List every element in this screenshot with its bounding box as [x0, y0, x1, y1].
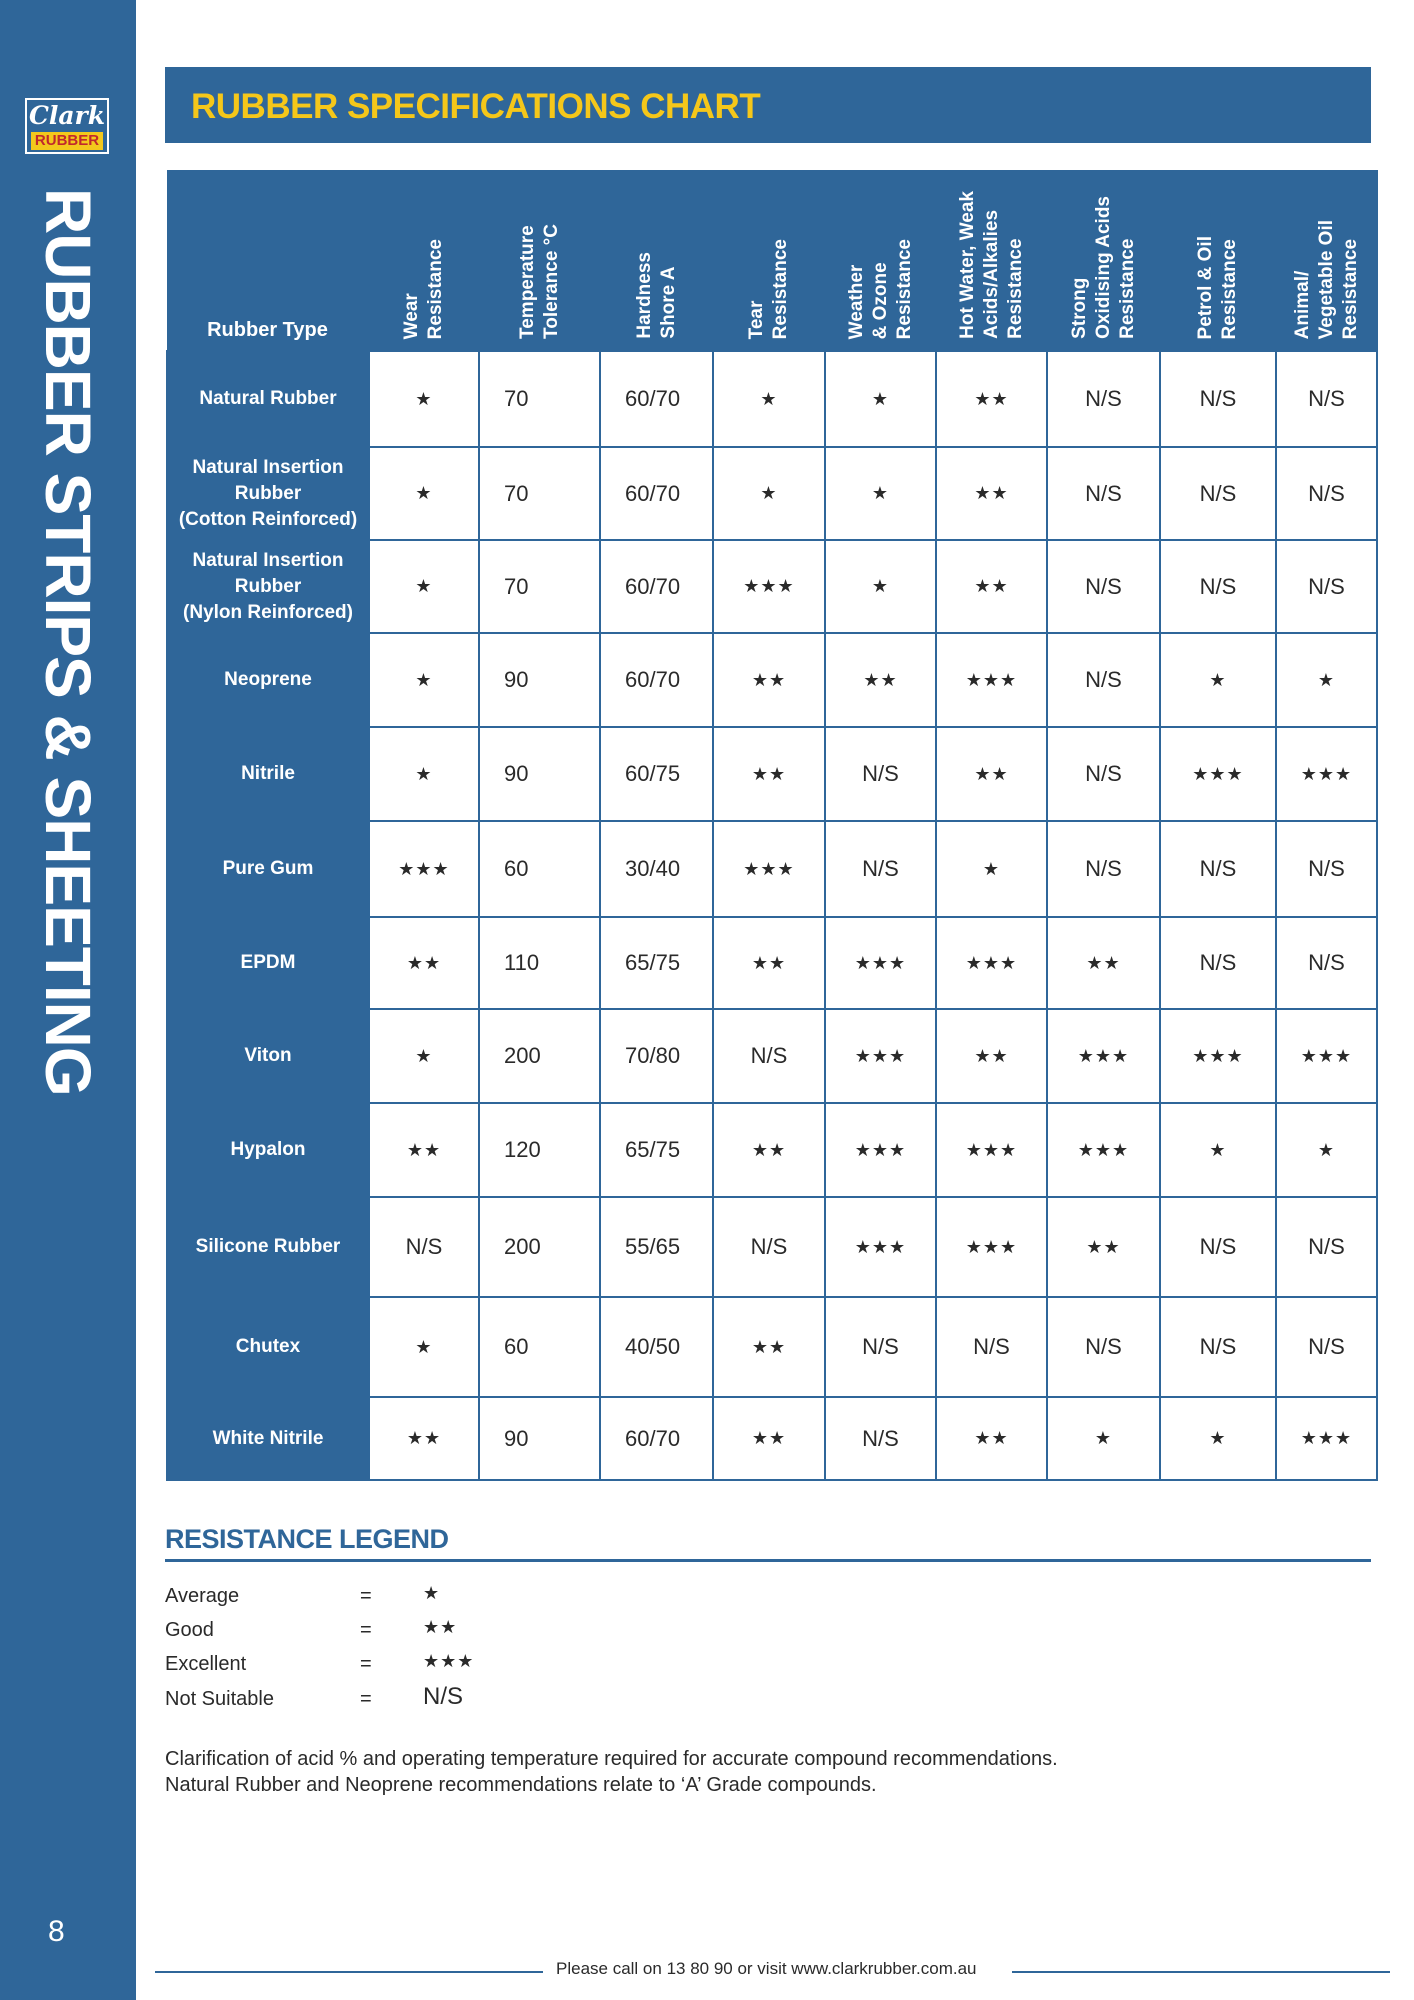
table-row-epdm — [167, 917, 1377, 1009]
rating-cell: N/S — [1047, 633, 1160, 727]
table-row-natural-insertion-nylon — [167, 540, 1377, 633]
rating-cell: ★★★ — [713, 821, 825, 917]
rating-cell: 65/75 — [600, 1103, 713, 1197]
rating-cell: ★★★ — [369, 821, 479, 917]
rating-cell: 40/50 — [600, 1297, 713, 1397]
rating-cell: N/S — [1160, 1297, 1276, 1397]
rating-cell: N/S — [1160, 351, 1276, 447]
rating-cell: ★★ — [825, 633, 936, 727]
rating-cell: ★ — [369, 633, 479, 727]
legend-label: Good — [165, 1619, 214, 1641]
column-header-hardness — [600, 171, 713, 351]
column-header-label: Wear Resistance — [401, 238, 446, 339]
rating-cell: N/S — [1047, 1297, 1160, 1397]
rating-cell: ★★★ — [713, 540, 825, 633]
rating-cell: N/S — [713, 1009, 825, 1103]
column-header-label: Weather & Ozone Resistance — [845, 238, 915, 339]
legend-label: Average — [165, 1585, 240, 1607]
note-acid-clarification: Clarification of acid % and operating temperature required for accurate compound recommendations. — [165, 1748, 1058, 1770]
rating-cell: 65/75 — [600, 917, 713, 1009]
rating-cell: N/S — [1276, 540, 1377, 633]
table-row-viton — [167, 1009, 1377, 1103]
rating-cell: N/S — [1160, 917, 1276, 1009]
rating-cell: ★★★ — [825, 917, 936, 1009]
section-title-vertical: RUBBER STRIPS & SHEETING — [32, 188, 104, 1096]
rating-cell: 55/65 — [600, 1197, 713, 1297]
rating-cell: ★★★ — [936, 1103, 1047, 1197]
logo-subtitle: RUBBER — [31, 132, 103, 150]
rubber-type-cell: Natural Insertion Rubber (Nylon Reinforced) — [167, 540, 369, 633]
rubber-type-cell: Viton — [167, 1009, 369, 1103]
rubber-type-cell: Natural Insertion Rubber (Cotton Reinforced) — [167, 447, 369, 540]
rating-cell: ★★ — [713, 1297, 825, 1397]
rating-cell: N/S — [1276, 351, 1377, 447]
rating-cell: ★★ — [1047, 917, 1160, 1009]
column-header-label: Rubber Type — [207, 319, 328, 341]
legend-title: RESISTANCE LEGEND — [165, 1524, 449, 1554]
rating-cell: 60/70 — [600, 633, 713, 727]
rating-cell: ★★★ — [825, 1103, 936, 1197]
page-title: RUBBER SPECIFICATIONS CHART — [191, 87, 761, 126]
column-header-label: Animal/ Vegetable Oil Resistance — [1291, 219, 1361, 339]
rating-cell: ★★ — [369, 917, 479, 1009]
rating-cell: 200 — [479, 1009, 600, 1103]
rating-cell: ★★★ — [825, 1009, 936, 1103]
rubber-type-cell: Neoprene — [167, 633, 369, 727]
legend-equals: = — [360, 1653, 372, 1675]
rating-cell: ★ — [369, 540, 479, 633]
rating-cell: ★★ — [713, 727, 825, 821]
title-bar — [165, 67, 1371, 143]
rating-cell: ★★★ — [825, 1197, 936, 1297]
column-header-temperature — [479, 171, 600, 351]
rating-cell: ★★★ — [1160, 1009, 1276, 1103]
rating-cell: ★★ — [936, 1397, 1047, 1480]
logo-wordmark: Clark — [28, 101, 106, 130]
rating-cell: 90 — [479, 727, 600, 821]
rating-cell: N/S — [825, 1397, 936, 1480]
table-row-silicone-rubber — [167, 1197, 1377, 1297]
rating-cell: ★★ — [936, 727, 1047, 821]
rating-cell: ★ — [1160, 633, 1276, 727]
rating-cell: 30/40 — [600, 821, 713, 917]
rating-cell: N/S — [936, 1297, 1047, 1397]
rating-cell: ★★ — [936, 540, 1047, 633]
rating-cell: ★★ — [713, 1103, 825, 1197]
rating-cell: ★ — [369, 1009, 479, 1103]
rating-cell: ★ — [825, 540, 936, 633]
rubber-spec-table — [166, 170, 1378, 1481]
rating-cell: ★ — [713, 447, 825, 540]
column-header-weather-ozone — [825, 171, 936, 351]
rating-cell: ★★★ — [936, 1197, 1047, 1297]
rubber-type-cell: White Nitrile — [167, 1397, 369, 1480]
rating-cell: 60/70 — [600, 1397, 713, 1480]
column-header-wear — [369, 171, 479, 351]
column-header-label: Hot Water, Weak Acids/Alkalies Resistance — [956, 191, 1026, 339]
rating-cell: N/S — [1047, 540, 1160, 633]
rating-cell: ★ — [1160, 1103, 1276, 1197]
rating-cell: N/S — [1047, 351, 1160, 447]
legend-divider — [165, 1559, 1371, 1562]
rating-cell: ★ — [1047, 1397, 1160, 1480]
table-row-nitrile — [167, 727, 1377, 821]
rubber-type-cell: EPDM — [167, 917, 369, 1009]
rating-cell: ★★★ — [1047, 1009, 1160, 1103]
rating-cell: 60 — [479, 821, 600, 917]
table-row-natural-insertion-cotton — [167, 447, 1377, 540]
table-row-chutex — [167, 1297, 1377, 1397]
rating-cell: N/S — [825, 1297, 936, 1397]
rating-cell: N/S — [1160, 821, 1276, 917]
rating-cell: ★★★ — [1160, 727, 1276, 821]
rating-cell: ★ — [825, 351, 936, 447]
rating-cell: ★ — [369, 351, 479, 447]
rating-cell: ★★ — [1047, 1197, 1160, 1297]
rating-cell: N/S — [1160, 1197, 1276, 1297]
rating-cell: ★ — [1160, 1397, 1276, 1480]
rating-cell: ★★★ — [1276, 727, 1377, 821]
rating-cell: ★ — [825, 447, 936, 540]
column-header-label: Strong Oxidising Acids Resistance — [1068, 196, 1138, 339]
rating-cell: 60 — [479, 1297, 600, 1397]
rating-cell: ★★ — [713, 1397, 825, 1480]
rating-cell: 70/80 — [600, 1009, 713, 1103]
table-row-pure-gum — [167, 821, 1377, 917]
rating-cell: ★ — [369, 1297, 479, 1397]
rating-cell: ★★ — [369, 1397, 479, 1480]
rating-cell: N/S — [1276, 1197, 1377, 1297]
rating-cell: ★ — [1276, 633, 1377, 727]
rubber-type-cell: Pure Gum — [167, 821, 369, 917]
rating-cell: ★★ — [713, 917, 825, 1009]
rating-cell: N/S — [369, 1197, 479, 1297]
rating-cell: ★★ — [936, 1009, 1047, 1103]
footer-rule-left — [155, 1971, 543, 1973]
column-header-animal-vegetable-oil — [1276, 171, 1377, 351]
note-grade-compounds: Natural Rubber and Neoprene recommendations relate to ‘A’ Grade compounds. — [165, 1774, 877, 1796]
rating-cell: ★ — [713, 351, 825, 447]
column-header-hot-water — [936, 171, 1047, 351]
legend-symbol: ★ — [423, 1583, 441, 1604]
table-body — [167, 351, 1377, 1480]
rating-cell: N/S — [1160, 447, 1276, 540]
rating-cell: 60/70 — [600, 351, 713, 447]
column-header-petrol-oil — [1160, 171, 1276, 351]
rubber-type-cell: Nitrile — [167, 727, 369, 821]
rating-cell: N/S — [1276, 821, 1377, 917]
column-header-label: Tear Resistance — [746, 238, 791, 339]
rating-cell: N/S — [1276, 1297, 1377, 1397]
rating-cell: ★★ — [369, 1103, 479, 1197]
legend-label: Excellent — [165, 1653, 247, 1675]
table-row-hypalon — [167, 1103, 1377, 1197]
rating-cell: 70 — [479, 351, 600, 447]
column-header-tear — [713, 171, 825, 351]
rating-cell: N/S — [1047, 821, 1160, 917]
rating-cell: ★★ — [936, 351, 1047, 447]
clark-rubber-logo[interactable] — [25, 98, 109, 154]
rating-cell: 90 — [479, 633, 600, 727]
column-header-rubber-type — [167, 171, 369, 351]
rating-cell: 60/75 — [600, 727, 713, 821]
rating-cell: 70 — [479, 447, 600, 540]
column-header-label: Temperature Tolerance °C — [516, 224, 562, 339]
legend-equals: = — [360, 1585, 372, 1607]
table-header-row — [167, 171, 1377, 351]
rating-cell: ★ — [1276, 1103, 1377, 1197]
rating-cell: 60/70 — [600, 540, 713, 633]
rubber-type-cell: Natural Rubber — [167, 351, 369, 447]
rating-cell: N/S — [1047, 447, 1160, 540]
rating-cell: 60/70 — [600, 447, 713, 540]
rating-cell: N/S — [825, 727, 936, 821]
column-header-oxidising-acids — [1047, 171, 1160, 351]
rating-cell: N/S — [1276, 447, 1377, 540]
column-header-label: Hardness Shore A — [633, 252, 679, 339]
rating-cell: ★★ — [713, 633, 825, 727]
legend-symbol: ★★ — [423, 1617, 458, 1638]
rating-cell: 200 — [479, 1197, 600, 1297]
rating-cell: ★ — [369, 447, 479, 540]
rating-cell: ★★★ — [1276, 1397, 1377, 1480]
sidebar — [0, 0, 136, 2000]
legend-equals: = — [360, 1688, 372, 1710]
rubber-type-cell: Silicone Rubber — [167, 1197, 369, 1297]
rating-cell: ★★★ — [1047, 1103, 1160, 1197]
rating-cell: N/S — [713, 1197, 825, 1297]
legend-symbol: N/S — [423, 1683, 464, 1710]
column-header-label: Petrol & Oil Resistance — [1195, 235, 1240, 339]
footer-contact[interactable]: Please call on 13 80 90 or visit www.clarkrubber.com.au — [556, 1959, 977, 1978]
rating-cell: N/S — [1047, 727, 1160, 821]
rating-cell: ★★★ — [1276, 1009, 1377, 1103]
rating-cell: 90 — [479, 1397, 600, 1480]
legend-equals: = — [360, 1619, 372, 1641]
rating-cell: ★ — [369, 727, 479, 821]
rating-cell: 70 — [479, 540, 600, 633]
rating-cell: 110 — [479, 917, 600, 1009]
rubber-type-cell: Hypalon — [167, 1103, 369, 1197]
legend-symbol: ★★★ — [423, 1651, 475, 1672]
rating-cell: ★★★ — [936, 917, 1047, 1009]
rating-cell: 120 — [479, 1103, 600, 1197]
rating-cell: N/S — [825, 821, 936, 917]
rating-cell: ★ — [936, 821, 1047, 917]
rating-cell: ★★ — [936, 447, 1047, 540]
table-row-natural-rubber — [167, 351, 1377, 447]
table-row-white-nitrile — [167, 1397, 1377, 1480]
legend-label: Not Suitable — [165, 1688, 274, 1710]
table-row-neoprene — [167, 633, 1377, 727]
footer-rule-right — [1012, 1971, 1390, 1973]
page-number: 8 — [48, 1915, 65, 1948]
rubber-type-cell: Chutex — [167, 1297, 369, 1397]
rating-cell: ★★★ — [936, 633, 1047, 727]
rating-cell: N/S — [1276, 917, 1377, 1009]
rating-cell: N/S — [1160, 540, 1276, 633]
